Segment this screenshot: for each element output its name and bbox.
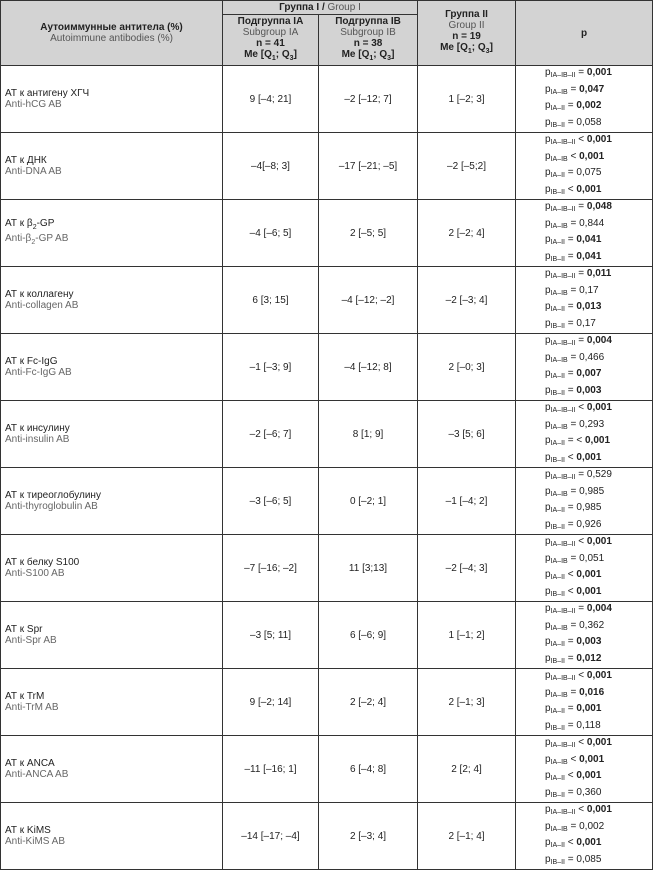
header-group-2-ru: Группа II [445,9,488,20]
subgroup-ib-value: –4 [–12; 8] [319,334,418,401]
header-group-2-me: Me [$Q_1$; $Q_3$] [440,42,493,55]
antibody-name-ru: АТ к ANCA [5,758,55,769]
p-value: $p_{IA-II} = 0,001$ [545,703,602,715]
subgroup-ib-value: 2 [–5; 5] [319,200,418,267]
p-value: $p_{IA-IB-II} < 0,001$ [545,536,612,548]
p-value: $p_{IA-II} = 0,041$ [545,234,602,246]
p-value: $p_{IA-IB-II} = 0,048$ [545,201,612,213]
group-2-value: –2 [–5;2] [418,133,516,200]
antibody-name-en: Anti-$\beta_2-GP$ AB [5,233,69,246]
p-value: $p_{IA-II} = 0,985$ [545,502,602,514]
p-value: $p_{IA-II}$ = < 0,001 [545,435,611,447]
table-body [1,66,653,870]
header-ib-ru: Подгруппа IB [335,16,401,27]
group-2-value: –2 [–4; 3] [418,535,516,602]
antibody-name-cell [1,468,223,535]
header-ib-me: Me [$Q_1$; $Q_3$] [341,49,395,62]
antibody-name-cell [1,267,223,334]
p-values-cell [516,736,653,803]
p-value: $p_{IA-IB-II} < 0,001$ [545,737,612,749]
antibody-name-en: Anti-Fc-IgG AB [5,367,72,378]
antibody-name-cell [1,535,223,602]
header-subgroup-ib [319,15,418,66]
table-row [1,133,653,200]
subgroup-ia-value: –3 [–6; 5] [223,468,319,535]
antibody-name-cell [1,200,223,267]
antibody-name-cell [1,602,223,669]
p-value: $p_{IA-IB} = 0,985$ [545,485,605,498]
p-value: $p_{IA-IB-II} < 0,001$ [545,402,612,414]
p-value: $p_{IA-II} = 0,002$ [545,100,602,112]
header-group-1 [223,1,418,15]
table-row [1,535,653,602]
p-value: $p_{IA-IB-II} < 0,001$ [545,134,612,146]
antibody-name-en: Anti-insulin AB [5,434,70,445]
antibody-name-en: Anti-S100 AB [5,568,65,579]
header-antibodies-en: Autoimmune antibodies (%) [50,33,173,44]
antibody-name-cell [1,66,223,133]
header-group-2 [418,1,516,66]
subgroup-ia-value: –2 [–6; 7] [223,401,319,468]
p-value: $p_{IA-II} < 0,001$ [545,837,602,849]
p-value: $p_{IA-IB-II} = 0,004$ [545,603,612,615]
table-row [1,267,653,334]
subgroup-ib-value: 6 [–6; 9] [319,602,418,669]
p-values-cell [516,133,653,200]
p-value: $p_{IB-II} = 0,003$ [545,384,602,397]
antibody-name-ru: АТ к ДНК [5,155,47,166]
p-values-cell [516,334,653,401]
group-2-value: 2 [–1; 3] [418,669,516,736]
table-row [1,401,653,468]
group-2-value: –2 [–3; 4] [418,267,516,334]
p-values-cell [516,66,653,133]
antibody-name-cell [1,803,223,870]
subgroup-ib-value: –17 [–21; –5] [319,133,418,200]
antibody-name-ru: АТ к тиреоглобулину [5,490,101,501]
subgroup-ib-value: –4 [–12; –2] [319,267,418,334]
p-value: $p_{IA-IB-II} = 0,011$ [545,268,612,280]
p-value: $p_{IB-II} = 0,926$ [545,518,602,531]
antibody-name-ru: АТ к белку S100 [5,557,80,568]
table-row [1,803,653,870]
p-values-cell [516,669,653,736]
p-value: $p_{IA-II} = 0,075$ [545,167,602,179]
group-2-value: 2 [–1; 4] [418,803,516,870]
antibody-name-en: Anti-KiMS AB [5,836,66,847]
header-group-2-en: Group II [448,20,485,31]
p-value: $p_{IA-IB} = 0,047$ [545,83,605,96]
subgroup-ia-value: –11 [–16; 1] [223,736,319,803]
antibody-name-ru: АТ к антигену ХГЧ [5,88,90,99]
group-2-value: 1 [–1; 2] [418,602,516,669]
p-value: $p_{IA-IB} = 0,293$ [545,418,605,431]
antibody-name-ru: АТ к инсулину [5,423,70,434]
subgroup-ib-value: 11 [3;13] [319,535,418,602]
antibody-name-ru: АТ к KiMS [5,825,51,836]
p-value: $p_{IB-II} = 0,085$ [545,853,602,866]
group-2-value: 2 [2; 4] [418,736,516,803]
p-values-cell [516,602,653,669]
p-value: $p_{IA-IB} = 0,016$ [545,686,605,699]
header-antibodies [1,1,223,66]
p-value: $p_{IB-II} = 0,041$ [545,250,602,263]
p-values-cell [516,401,653,468]
antibody-name-en: Anti-ANCA AB [5,769,69,780]
table-row [1,669,653,736]
p-value: $p_{IA-II} < 0,001$ [545,770,602,782]
antibody-name-ru: АТ к Fc-IgG [5,356,58,367]
p-value: $p_{IB-II} = 0,012$ [545,652,602,665]
p-value: $p_{IA-IB-II} = 0,001$ [545,67,612,79]
p-value: $p_{IA-IB} < 0,001$ [545,150,605,163]
subgroup-ia-value: 9 [–4; 21] [223,66,319,133]
header-group-1-sep: / [319,2,328,13]
subgroup-ia-value: –4[–8; 3] [223,133,319,200]
p-value: $p_{IB-II} < 0,001$ [545,183,602,196]
subgroup-ia-value: –7 [–16; –2] [223,535,319,602]
p-value: $p_{IA-II} = 0,003$ [545,636,602,648]
p-values-cell [516,200,653,267]
p-value: $p_{IA-IB-II} < 0,001$ [545,670,612,682]
p-value: $p_{IA-IB} = 0,17$ [545,284,599,297]
header-group-1-ru: Группа I [279,2,320,13]
p-value: $p_{IB-II} < 0,001$ [545,451,602,464]
subgroup-ib-value: 2 [–3; 4] [319,803,418,870]
table-row [1,602,653,669]
header-row-groups [1,1,653,15]
p-value: $p_{IA-IB} = 0,002$ [545,820,605,833]
p-values-cell [516,267,653,334]
p-value: $p_{IA-IB-II} = 0,529$ [545,469,612,481]
p-value: $p_{IB-II} = 0,058$ [545,116,602,129]
header-ia-ru: Подгруппа IA [237,16,304,27]
subgroup-ia-value: –3 [5; 11] [223,602,319,669]
table-row [1,66,653,133]
antibody-name-ru: АТ к коллагену [5,289,74,300]
table-row [1,200,653,267]
header-subgroup-ia [223,15,319,66]
p-value: $p_{IA-II} < 0,001$ [545,569,602,581]
antibody-name-cell [1,401,223,468]
header-ib-n: n = 38 [353,38,383,49]
table-row [1,736,653,803]
antibody-name-en: Anti-DNA AB [5,166,62,177]
subgroup-ia-value: –14 [–17; –4] [223,803,319,870]
subgroup-ia-value: –1 [–3; 9] [223,334,319,401]
p-value: $p_{IA-IB} = 0,051$ [545,552,605,565]
antibody-name-en: Anti-thyroglobulin AB [5,501,98,512]
p-value: $p_{IA-IB-II} = 0,004$ [545,335,612,347]
antibody-name-ru: АТ к $\beta_2-GP$ [5,218,55,231]
p-value: $p_{IA-IB} < 0,001$ [545,753,605,766]
group-2-value: 2 [–2; 4] [418,200,516,267]
antibody-name-ru: АТ к TrM [5,691,45,702]
p-value: $p_{IB-II} = 0,17$ [545,317,596,330]
header-ia-n: n = 41 [256,38,285,49]
antibody-name-en: Anti-collagen AB [5,300,79,311]
p-value: $p_{IA-II} = 0,013$ [545,301,602,313]
subgroup-ia-value: –4 [–6; 5] [223,200,319,267]
p-values-cell [516,468,653,535]
p-value: $p_{IB-II} = 0,360$ [545,786,602,799]
subgroup-ia-value: 9 [–2; 14] [223,669,319,736]
p-value: $p_{IA-IB} = 0,466$ [545,351,605,364]
p-values-cell [516,535,653,602]
header-group-1-en: Group I [327,2,361,13]
group-2-value: –1 [–4; 2] [418,468,516,535]
header-ia-me: Me [$Q_1$; $Q_3$] [244,49,297,62]
p-values-cell [516,803,653,870]
header-antibodies-ru: Аутоиммунные антитела (%) [40,22,183,33]
table-row [1,334,653,401]
antibody-name-en: Anti-TrM AB [5,702,59,713]
header-p-label: p [580,27,588,39]
antibody-name-en: Anti-hCG AB [5,99,62,110]
antibody-name-cell [1,133,223,200]
header-group-2-n: n = 19 [452,31,481,42]
group-2-value: 2 [–0; 3] [418,334,516,401]
antibody-name-ru: АТ к Spr [5,624,43,635]
antibody-name-cell [1,334,223,401]
antibody-name-en: Anti-Spr AB [5,635,57,646]
subgroup-ib-value: 6 [–4; 8] [319,736,418,803]
antibody-name-cell [1,736,223,803]
group-2-value: –3 [5; 6] [418,401,516,468]
group-2-value: 1 [–2; 3] [418,66,516,133]
header-ib-en: Subgroup IB [340,27,396,38]
header-ia-en: Subgroup IA [242,27,299,38]
subgroup-ia-value: 6 [3; 15] [223,267,319,334]
table-row [1,468,653,535]
p-value: $p_{IB-II} < 0,001$ [545,585,602,598]
p-value: $p_{IA-IB} = 0,844$ [545,217,605,230]
p-value: $p_{IA-II} = 0,007$ [545,368,602,380]
subgroup-ib-value: 8 [1; 9] [319,401,418,468]
table-header [1,1,653,66]
subgroup-ib-value: 2 [–2; 4] [319,669,418,736]
subgroup-ib-value: –2 [–12; 7] [319,66,418,133]
antibody-name-cell [1,669,223,736]
subgroup-ib-value: 0 [–2; 1] [319,468,418,535]
p-value: $p_{IA-IB} = 0,362$ [545,619,605,632]
p-value: $p_{IA-IB-II} < 0,001$ [545,804,612,816]
p-value: $p_{IB-II} = 0,118$ [545,719,601,732]
header-p [516,1,653,66]
